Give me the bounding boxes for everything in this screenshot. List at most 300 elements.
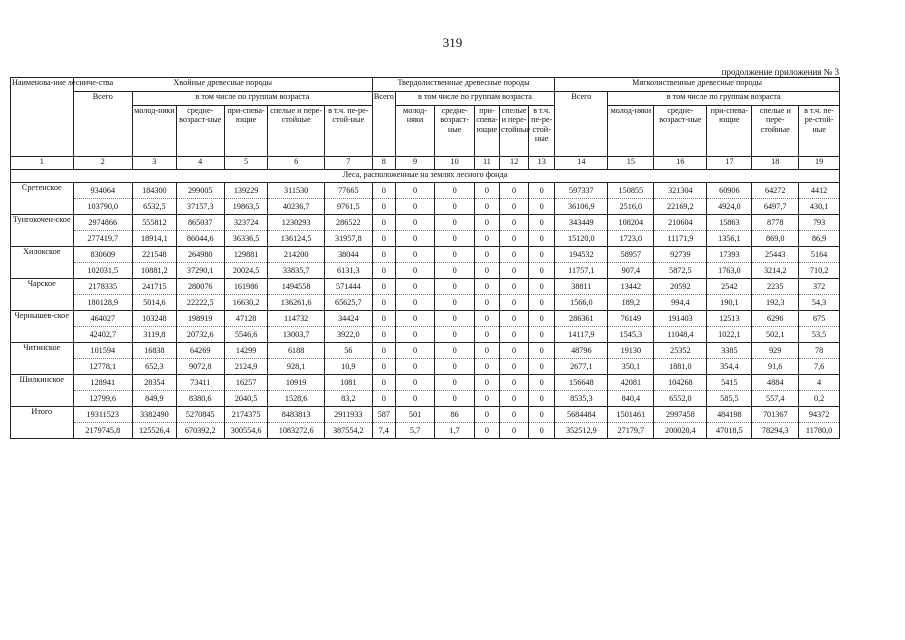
table-cell: 42402,7 <box>73 327 132 343</box>
table-cell: 14299 <box>224 343 268 359</box>
table-cell: 1723,0 <box>608 231 654 247</box>
table-cell: 0 <box>499 263 528 279</box>
table-cell: 36106,9 <box>555 199 608 215</box>
table-cell: 587 <box>372 407 395 423</box>
table-cell: 4884 <box>752 375 799 391</box>
table-cell: 200020,4 <box>654 423 707 439</box>
table-cell: 0 <box>529 359 555 375</box>
table-cell: 31957,8 <box>324 231 372 247</box>
table-cell: 0 <box>372 295 395 311</box>
table-cell: 6532,5 <box>132 199 176 215</box>
table-cell: 0,2 <box>799 391 840 407</box>
table-cell: 28354 <box>132 375 176 391</box>
table-cell: 1022,1 <box>707 327 752 343</box>
table-cell: 0 <box>529 247 555 263</box>
header-group-conifer: Хвойные древесные породы <box>73 78 372 92</box>
table-cell: 33835,7 <box>268 263 324 279</box>
table-cell: 0 <box>474 407 499 423</box>
table-cell: 0 <box>499 391 528 407</box>
table-cell: 0 <box>499 375 528 391</box>
table-cell: 0 <box>474 263 499 279</box>
table-cell: 60906 <box>707 183 752 199</box>
table-row <box>11 263 840 279</box>
table-cell: 0 <box>499 327 528 343</box>
table-cell: 8778 <box>752 215 799 231</box>
header-age-maturing: при-спева-ющие <box>224 106 268 157</box>
table-cell: 5415 <box>707 375 752 391</box>
table-cell: 77665 <box>324 183 372 199</box>
table-cell: 3385 <box>707 343 752 359</box>
header-incl: в том числе по группам возраста <box>395 92 555 106</box>
table-cell: 0 <box>474 359 499 375</box>
table-cell: 0 <box>435 263 475 279</box>
table-cell: 0 <box>474 295 499 311</box>
table-cell: 191403 <box>654 311 707 327</box>
table-cell: 934064 <box>73 183 132 199</box>
table-cell: 670392,2 <box>176 423 224 439</box>
table-cell: 78 <box>799 343 840 359</box>
table-cell: 849,9 <box>132 391 176 407</box>
table-cell: 0 <box>499 231 528 247</box>
column-number: 10 <box>435 157 475 170</box>
table-cell: 0 <box>395 183 435 199</box>
table-cell: 0 <box>474 247 499 263</box>
table-cell: 10919 <box>268 375 324 391</box>
header-age-middle: средне-возраст-ные <box>435 106 475 157</box>
column-number: 15 <box>608 157 654 170</box>
table-cell: 869,0 <box>752 231 799 247</box>
header-age-overmature: в т.ч. пе-ре-стой-ные <box>324 106 372 157</box>
section-title: Леса, расположенные на землях лесного фонда <box>11 170 840 183</box>
table-cell: 0 <box>395 327 435 343</box>
table-cell: 0 <box>372 199 395 215</box>
table-cell: 0 <box>435 199 475 215</box>
column-number: 6 <box>268 157 324 170</box>
table-cell: 299005 <box>176 183 224 199</box>
table-cell: 73411 <box>176 375 224 391</box>
table-cell: 11757,1 <box>555 263 608 279</box>
table-cell: 192,3 <box>752 295 799 311</box>
table-cell: 3214,2 <box>752 263 799 279</box>
column-number: 13 <box>529 157 555 170</box>
table-cell: 56 <box>324 343 372 359</box>
table-cell: 156648 <box>555 375 608 391</box>
table-cell: 0 <box>395 263 435 279</box>
forestry-name: Чернышев-ское <box>11 311 74 343</box>
table-cell: 2911933 <box>324 407 372 423</box>
table-cell: 5164 <box>799 247 840 263</box>
table-cell: 0 <box>529 391 555 407</box>
table-cell: 54,3 <box>799 295 840 311</box>
forestry-name: Тунгокочен-ское <box>11 215 74 247</box>
table-cell: 0 <box>474 199 499 215</box>
page-number: 319 <box>442 35 463 50</box>
table-cell: 0 <box>474 231 499 247</box>
table-cell: 1881,0 <box>654 359 707 375</box>
table-cell: 0 <box>395 311 435 327</box>
table-cell: 47128 <box>224 311 268 327</box>
column-number: 2 <box>73 157 132 170</box>
table-cell: 0 <box>435 295 475 311</box>
table-cell: 221548 <box>132 247 176 263</box>
table-cell: 352512,9 <box>555 423 608 439</box>
table-cell: 0 <box>435 247 475 263</box>
header-age-maturing: при-спева-ющие <box>707 106 752 157</box>
table-cell: 8380,6 <box>176 391 224 407</box>
forestry-name: Читинское <box>11 343 74 375</box>
table-cell: 2235 <box>752 279 799 295</box>
table-cell: 214200 <box>268 247 324 263</box>
table-cell: 0 <box>372 263 395 279</box>
table-cell: 194532 <box>555 247 608 263</box>
table-cell: 0 <box>529 327 555 343</box>
table-cell: 0 <box>474 391 499 407</box>
table-row <box>11 343 840 359</box>
table-cell: 929 <box>752 343 799 359</box>
table-cell: 0 <box>499 183 528 199</box>
table-cell: 0 <box>499 343 528 359</box>
table-cell: 114732 <box>268 311 324 327</box>
table-cell: 1566,0 <box>555 295 608 311</box>
table-cell: 0 <box>372 183 395 199</box>
table-cell: 86,9 <box>799 231 840 247</box>
table-body <box>11 183 840 439</box>
table-cell: 0 <box>499 199 528 215</box>
appendix-note: продолжение приложения № 3 <box>721 67 839 77</box>
table-cell: 2178335 <box>73 279 132 295</box>
table-cell: 0 <box>529 343 555 359</box>
table-cell: 0 <box>395 199 435 215</box>
table-cell: 136261,6 <box>268 295 324 311</box>
table-cell: 22169,2 <box>654 199 707 215</box>
table-cell: 8535,3 <box>555 391 608 407</box>
table-cell: 372 <box>799 279 840 295</box>
table-row <box>11 215 840 231</box>
table-cell: 91,6 <box>752 359 799 375</box>
table-cell: 0 <box>435 343 475 359</box>
table-cell: 189,2 <box>608 295 654 311</box>
table-cell: 10,9 <box>324 359 372 375</box>
table-cell: 865037 <box>176 215 224 231</box>
table-cell: 286361 <box>555 311 608 327</box>
header-incl: в том числе по группам возраста <box>132 92 372 106</box>
table-cell: 20732,6 <box>176 327 224 343</box>
header-age-overmature: в т.ч. пе-ре-стой-ные <box>799 106 840 157</box>
table-cell: 710,2 <box>799 263 840 279</box>
table-cell: 571444 <box>324 279 372 295</box>
table-cell: 92739 <box>654 247 707 263</box>
table-cell: 17393 <box>707 247 752 263</box>
column-number: 18 <box>752 157 799 170</box>
table-cell: 300554,6 <box>224 423 268 439</box>
table-cell: 1230293 <box>268 215 324 231</box>
table-cell: 1763,0 <box>707 263 752 279</box>
table-cell: 12513 <box>707 311 752 327</box>
table-row <box>11 231 840 247</box>
table-cell: 0 <box>395 247 435 263</box>
table-cell: 0 <box>529 311 555 327</box>
table-row <box>11 183 840 199</box>
table-cell: 2179745,8 <box>73 423 132 439</box>
table-cell: 19130 <box>608 343 654 359</box>
table-cell: 7,6 <box>799 359 840 375</box>
table-cell: 0 <box>372 311 395 327</box>
table-cell: 136124,5 <box>268 231 324 247</box>
table-cell: 0 <box>395 375 435 391</box>
table-cell: 42081 <box>608 375 654 391</box>
table-cell: 38811 <box>555 279 608 295</box>
table-cell: 464027 <box>73 311 132 327</box>
table-cell: 793 <box>799 215 840 231</box>
table-cell: 161986 <box>224 279 268 295</box>
column-number: 16 <box>654 157 707 170</box>
column-number: 17 <box>707 157 752 170</box>
column-number: 5 <box>224 157 268 170</box>
table-cell: 0 <box>372 247 395 263</box>
table-cell: 102031,5 <box>73 263 132 279</box>
table-cell: 0 <box>372 391 395 407</box>
table-cell: 928,1 <box>268 359 324 375</box>
column-number: 14 <box>555 157 608 170</box>
table-cell: 64272 <box>752 183 799 199</box>
header-age-young: молод-няки <box>395 106 435 157</box>
table-cell: 0 <box>435 327 475 343</box>
table-cell: 78294,3 <box>752 423 799 439</box>
table-cell: 0 <box>372 359 395 375</box>
table-cell: 0 <box>474 343 499 359</box>
table-cell: 430,1 <box>799 199 840 215</box>
table-cell: 0 <box>474 375 499 391</box>
table-cell: 0 <box>435 183 475 199</box>
table-cell: 501 <box>395 407 435 423</box>
table-cell: 286522 <box>324 215 372 231</box>
table-cell: 19863,5 <box>224 199 268 215</box>
table-cell: 0 <box>474 311 499 327</box>
table-cell: 0 <box>529 231 555 247</box>
table-cell: 86044,6 <box>176 231 224 247</box>
table-row <box>11 295 840 311</box>
table-cell: 11171,9 <box>654 231 707 247</box>
table-cell: 190,1 <box>707 295 752 311</box>
table-cell: 0 <box>372 279 395 295</box>
table-cell: 0 <box>435 215 475 231</box>
table-cell: 2542 <box>707 279 752 295</box>
column-numbers-row <box>11 157 840 170</box>
table-cell: 241715 <box>132 279 176 295</box>
table-cell: 675 <box>799 311 840 327</box>
table-cell: 83,2 <box>324 391 372 407</box>
table-row <box>11 391 840 407</box>
table-cell: 27179,7 <box>608 423 654 439</box>
table-cell: 184300 <box>132 183 176 199</box>
header-name-col: Наименова-ние лесниче-ства <box>11 78 74 157</box>
table-cell: 8483813 <box>268 407 324 423</box>
header-age-middle: средне-возраст-ные <box>654 106 707 157</box>
table-cell: 2174375 <box>224 407 268 423</box>
table-cell: 16630,2 <box>224 295 268 311</box>
table-cell: 64269 <box>176 343 224 359</box>
table-cell: 150855 <box>608 183 654 199</box>
table-cell: 20592 <box>654 279 707 295</box>
table-cell: 321304 <box>654 183 707 199</box>
table-row <box>11 327 840 343</box>
table-cell: 484198 <box>707 407 752 423</box>
table-cell: 6497,7 <box>752 199 799 215</box>
table-cell: 0 <box>395 279 435 295</box>
table-cell: 1356,1 <box>707 231 752 247</box>
table-cell: 840,4 <box>608 391 654 407</box>
table-cell: 14117,9 <box>555 327 608 343</box>
column-number: 11 <box>474 157 499 170</box>
header-age-mature: спелые и пере-стойные <box>268 106 324 157</box>
table-cell: 1083272,6 <box>268 423 324 439</box>
table-cell: 502,1 <box>752 327 799 343</box>
table-cell: 0 <box>395 391 435 407</box>
table-cell: 0 <box>372 375 395 391</box>
header-total: Всего <box>372 92 395 157</box>
table-cell: 0 <box>529 263 555 279</box>
table-cell: 18914,1 <box>132 231 176 247</box>
table-cell: 125526,4 <box>132 423 176 439</box>
table-cell: 15120,0 <box>555 231 608 247</box>
table-cell: 65625,7 <box>324 295 372 311</box>
table-cell: 36336,5 <box>224 231 268 247</box>
table-cell: 830609 <box>73 247 132 263</box>
column-number: 3 <box>132 157 176 170</box>
table-cell: 15863 <box>707 215 752 231</box>
table-row <box>11 311 840 327</box>
table-cell: 2516,0 <box>608 199 654 215</box>
table-cell: 1501461 <box>608 407 654 423</box>
header-age-maturing: при-спева-ющие <box>474 106 499 157</box>
forestry-name: Хилокское <box>11 247 74 279</box>
table-cell: 652,3 <box>132 359 176 375</box>
table-cell: 0 <box>395 343 435 359</box>
table-cell: 37157,3 <box>176 199 224 215</box>
table-cell: 1081 <box>324 375 372 391</box>
table-cell: 0 <box>435 359 475 375</box>
table-row <box>11 279 840 295</box>
table-cell: 22222,5 <box>176 295 224 311</box>
table-row <box>11 423 840 439</box>
table-cell: 76149 <box>608 311 654 327</box>
table-cell: 0 <box>435 391 475 407</box>
table-cell: 13003,7 <box>268 327 324 343</box>
header-total: Всего <box>555 92 608 157</box>
table-cell: 0 <box>395 359 435 375</box>
table-cell: 58957 <box>608 247 654 263</box>
table-cell: 0 <box>372 231 395 247</box>
table-cell: 1528,6 <box>268 391 324 407</box>
table-cell: 0 <box>499 247 528 263</box>
table-cell: 11048,4 <box>654 327 707 343</box>
table-cell: 0 <box>435 231 475 247</box>
table-cell: 3119,8 <box>132 327 176 343</box>
table-cell: 0 <box>529 407 555 423</box>
header-incl: в том числе по группам возраста <box>608 92 840 106</box>
header-group-hardwood: Твердолиственные древесные породы <box>372 78 554 92</box>
table-cell: 6296 <box>752 311 799 327</box>
table-cell: 585,5 <box>707 391 752 407</box>
table-cell: 12778,1 <box>73 359 132 375</box>
table-cell: 387554,2 <box>324 423 372 439</box>
table-cell: 2124,9 <box>224 359 268 375</box>
table-cell: 210604 <box>654 215 707 231</box>
table-cell: 311530 <box>268 183 324 199</box>
table-cell: 0 <box>474 279 499 295</box>
table-cell: 0 <box>474 183 499 199</box>
table-row <box>11 199 840 215</box>
table-cell: 101594 <box>73 343 132 359</box>
table-cell: 13442 <box>608 279 654 295</box>
table-cell: 6131,3 <box>324 263 372 279</box>
table-cell: 129881 <box>224 247 268 263</box>
table-cell: 557,4 <box>752 391 799 407</box>
column-number: 19 <box>799 157 840 170</box>
table-row <box>11 375 840 391</box>
table-cell: 4 <box>799 375 840 391</box>
table-cell: 994,4 <box>654 295 707 311</box>
table-cell: 34424 <box>324 311 372 327</box>
table-cell: 4924,0 <box>707 199 752 215</box>
table-cell: 0 <box>395 231 435 247</box>
table-cell: 555812 <box>132 215 176 231</box>
header-age-young: молод-няки <box>608 106 654 157</box>
table-cell: 7,4 <box>372 423 395 439</box>
forestry-name: Сретенское <box>11 183 74 215</box>
table-cell: 0 <box>372 327 395 343</box>
table-cell: 0 <box>395 215 435 231</box>
table-cell: 198919 <box>176 311 224 327</box>
table-cell: 5872,5 <box>654 263 707 279</box>
table-cell: 86 <box>435 407 475 423</box>
column-number: 9 <box>395 157 435 170</box>
table-cell: 0 <box>474 327 499 343</box>
table-cell: 139229 <box>224 183 268 199</box>
table-cell: 103790,0 <box>73 199 132 215</box>
table-cell: 53,5 <box>799 327 840 343</box>
table-cell: 25352 <box>654 343 707 359</box>
table-cell: 108204 <box>608 215 654 231</box>
table-cell: 0 <box>435 311 475 327</box>
table-cell: 0 <box>395 295 435 311</box>
header-group-softwood: Мягколиственные древесные породы <box>555 78 840 92</box>
table-cell: 40236,7 <box>268 199 324 215</box>
table-cell: 2997458 <box>654 407 707 423</box>
table-cell: 0 <box>499 359 528 375</box>
table-cell: 0 <box>372 215 395 231</box>
column-number: 7 <box>324 157 372 170</box>
table-cell: 0 <box>435 279 475 295</box>
table-cell: 343449 <box>555 215 608 231</box>
table-cell: 2677,1 <box>555 359 608 375</box>
table-cell: 47018,5 <box>707 423 752 439</box>
table-cell: 2040,5 <box>224 391 268 407</box>
table-cell: 2974866 <box>73 215 132 231</box>
table-cell: 0 <box>499 311 528 327</box>
forestry-name: Шилкинское <box>11 375 74 407</box>
header-total: Всего <box>73 92 132 157</box>
table-cell: 0 <box>499 423 528 439</box>
forest-stock-table <box>10 77 840 439</box>
table-cell: 0 <box>499 295 528 311</box>
table-cell: 37290,1 <box>176 263 224 279</box>
column-number: 4 <box>176 157 224 170</box>
table-cell: 0 <box>529 295 555 311</box>
table-cell: 16257 <box>224 375 268 391</box>
table-cell: 0 <box>474 423 499 439</box>
header-age-young: молод-няки <box>132 106 176 157</box>
